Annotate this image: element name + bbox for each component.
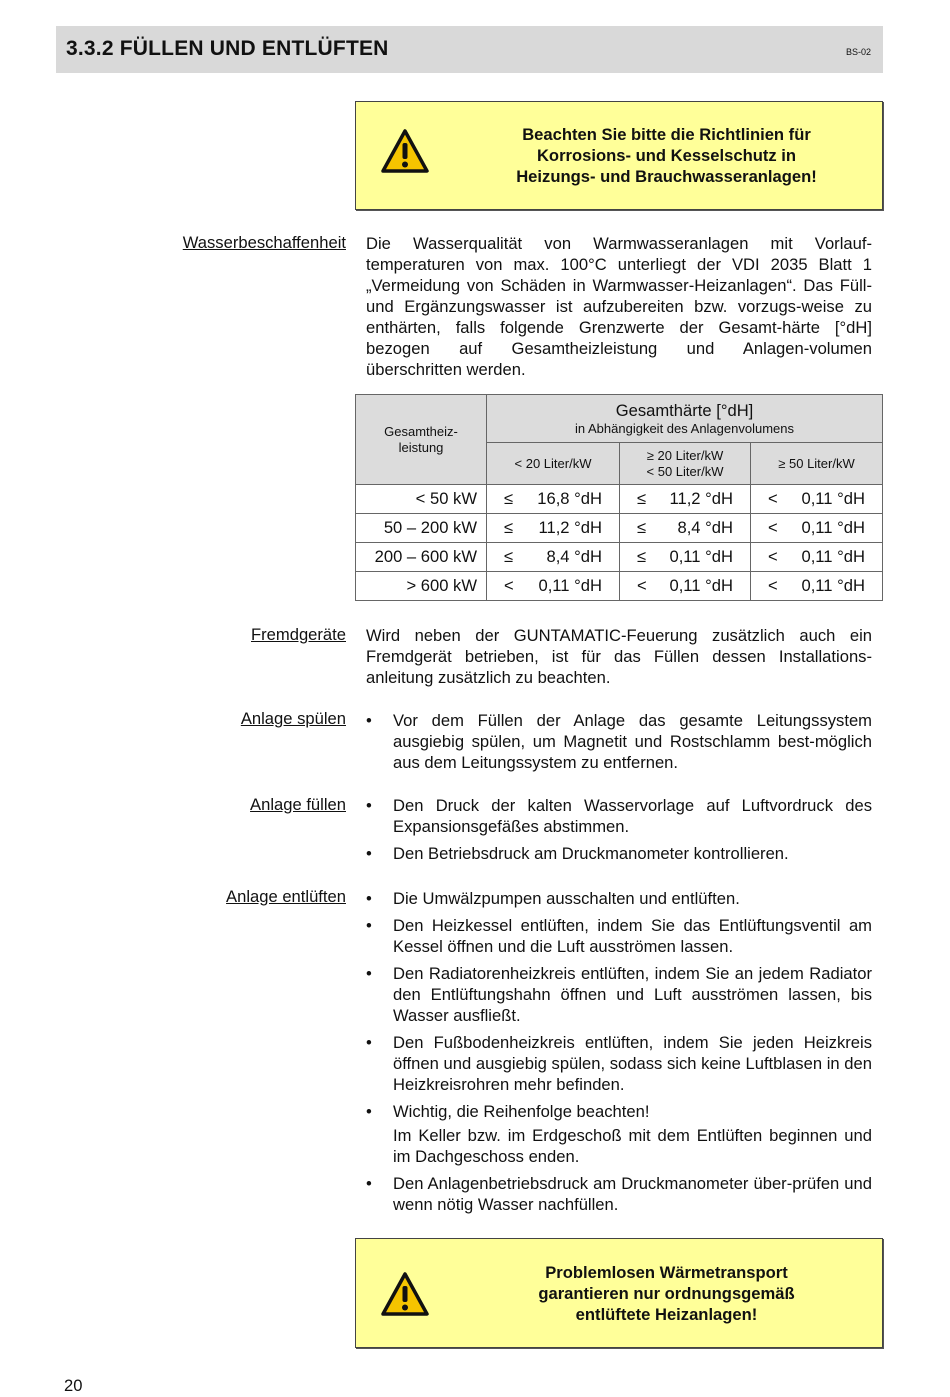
section-header [56,26,883,73]
table-row [356,485,883,514]
header-text: Gesamthärte [°dH] [615,401,754,420]
value: 0,11 °dH [669,547,733,566]
value: 0,11 °dH [801,489,865,508]
value: 11,2 °dH [538,518,602,537]
list-item: • Wichtig, die Reihenfolge beachten! [366,1101,872,1122]
table-header-col2 [620,443,751,485]
value-cell [620,485,751,514]
header-text: Gesamtheiz- [384,423,458,439]
spuelen-list [366,710,872,779]
section-code: BS-02 [845,47,871,57]
operator: < [768,489,778,508]
header-text: ≥ 20 Liter/kW [646,447,724,463]
value: 8,4 °dH [677,518,733,537]
warning-line: garantieren nur ordnungsgemäß [538,1284,795,1303]
operator: < [768,576,778,595]
operator: < [768,518,778,537]
value: 16,8 °dH [537,489,602,508]
label-anlage-entlueften: Anlage entlüften [226,887,346,906]
value: 0,11 °dH [801,576,865,595]
value: 0,11 °dH [801,547,865,566]
value-cell [487,514,620,543]
fremd-paragraph: Wird neben der GUNTAMATIC-Feuerung zusätzlich auch ein Fremdgerät betrieben, ist für das Füllen dessen Installations-anleitung zusätzlich zu beachten. [366,626,872,687]
value-cell [751,543,883,572]
operator: ≤ [637,489,647,508]
label-anlage-spuelen: Anlage spülen [240,709,346,728]
value: 0,11 °dH [801,518,865,537]
operator: < [768,547,778,566]
value-cell [751,485,883,514]
power-cell: 200 – 600 kW [356,543,487,572]
value: 0,11 °dH [669,576,733,595]
value: 0,11 °dH [538,576,602,595]
value: 11,2 °dH [669,489,733,508]
header-text: < 50 Liter/kW [646,463,724,479]
table-header-hardness [487,395,883,443]
warning-text-top [451,124,882,187]
list-item: • Vor dem Füllen der Anlage das gesamte Leitungssystem ausgiebig spülen, um Magnetit und Rostschlamm best-möglich aus dem Leitungssystem zu entfernen. [366,710,872,773]
warning-line: entlüftete Heizanlagen! [575,1305,758,1324]
list-item: • Den Heizkessel entlüften, indem Sie das Entlüftungsventil am Kessel öffnen und die Luft ausströmen lassen. [366,915,872,957]
entlueften-list [366,888,872,1221]
power-cell: > 600 kW [356,572,487,601]
operator: ≤ [637,547,647,566]
value-cell [751,572,883,601]
label-wasserbeschaffenheit: Wasserbeschaffenheit [182,233,346,252]
warning-triangle-icon [380,128,430,174]
value-cell [620,514,751,543]
header-text: leistung [398,439,444,455]
warning-line: Beachten Sie bitte die Richtlinien für [522,125,811,144]
value-cell [487,572,620,601]
list-item: • Den Druck der kalten Wasservorlage auf Luftvordruck des Expansionsgefäßes abstimmen. [366,795,872,837]
warning-box-bottom [355,1238,883,1348]
warning-line: Korrosions- und Kesselschutz in [536,146,797,165]
list-item: • Die Umwälzpumpen ausschalten und entlüften. [366,888,872,909]
label-fremdgeraete: Fremdgeräte [251,625,346,644]
fuellen-list [366,795,872,870]
warning-line: Heizungs- und Brauchwasseranlagen! [516,167,817,186]
list-item: • Den Anlagenbetriebsdruck am Druckmanometer über-prüfen und wenn nötig Wasser nachfüllen. [366,1173,872,1215]
section-title: 3.3.2 FÜLLEN UND ENTLÜFTEN [66,37,389,60]
operator: < [504,576,514,595]
list-item: • Den Radiatorenheizkreis entlüften, indem Sie an jedem Radiator den Entlüftungshahn öffnen und Luft ausströmen lassen, bis Wasser ausfließt. [366,963,872,1026]
label-anlage-fuellen: Anlage füllen [250,795,346,814]
value-cell [487,543,620,572]
value-cell [620,572,751,601]
power-cell: < 50 kW [356,485,487,514]
hardness-table [355,394,883,601]
table-row [356,514,883,543]
list-item-continuation: Im Keller bzw. im Erdgeschoß mit dem Entlüften beginnen und im Dachgeschoss enden. [393,1126,872,1166]
page-number: 20 [64,1376,83,1395]
value-cell [751,514,883,543]
operator: ≤ [637,518,647,537]
power-cell: 50 – 200 kW [356,514,487,543]
list-item: • Den Betriebsdruck am Druckmanometer kontrollieren. [366,843,872,864]
wasser-paragraph: Die Wasserqualität von Warmwasseranlagen mit Vorlauf-temperaturen von max. 100°C unterliegt der VDI 2035 Blatt 1 „Vermeidung von Schäden in Warmwasser-Heizanlagen“. Das Füll- und Ergänzungswasser ist aufzubereiten bzw. vorzugs-weise zu enthärten, falls folgende Grenzwerte der Gesamt-härte [°dH] bezogen auf Gesamtheizleistung und Anlagen-volumen überschritten werden. [366,234,872,379]
operator: ≤ [504,547,514,566]
warning-line: Problemlosen Wärmetransport [545,1263,788,1282]
value: 8,4 °dH [546,547,602,566]
value-cell [487,485,620,514]
warning-box-top [355,101,883,210]
list-item: • Den Fußbodenheizkreis entlüften, indem Sie jeden Heizkreis öffnen und ausgiebig spülen, sodass sich keine Luftblasen in den Heizkreisrohren mehr befinden. [366,1032,872,1095]
header-subtext: in Abhängigkeit des Anlagenvolumens [575,421,794,436]
operator: ≤ [504,518,514,537]
table-row [356,543,883,572]
table-row [356,572,883,601]
operator: ≤ [504,489,514,508]
warning-triangle-icon [380,1271,430,1317]
table-header-power [356,395,487,485]
operator: < [637,576,647,595]
table-header-col1: < 20 Liter/kW [487,443,620,485]
table-header-col3: ≥ 50 Liter/kW [751,443,883,485]
warning-text-bottom [451,1262,882,1325]
value-cell [620,543,751,572]
